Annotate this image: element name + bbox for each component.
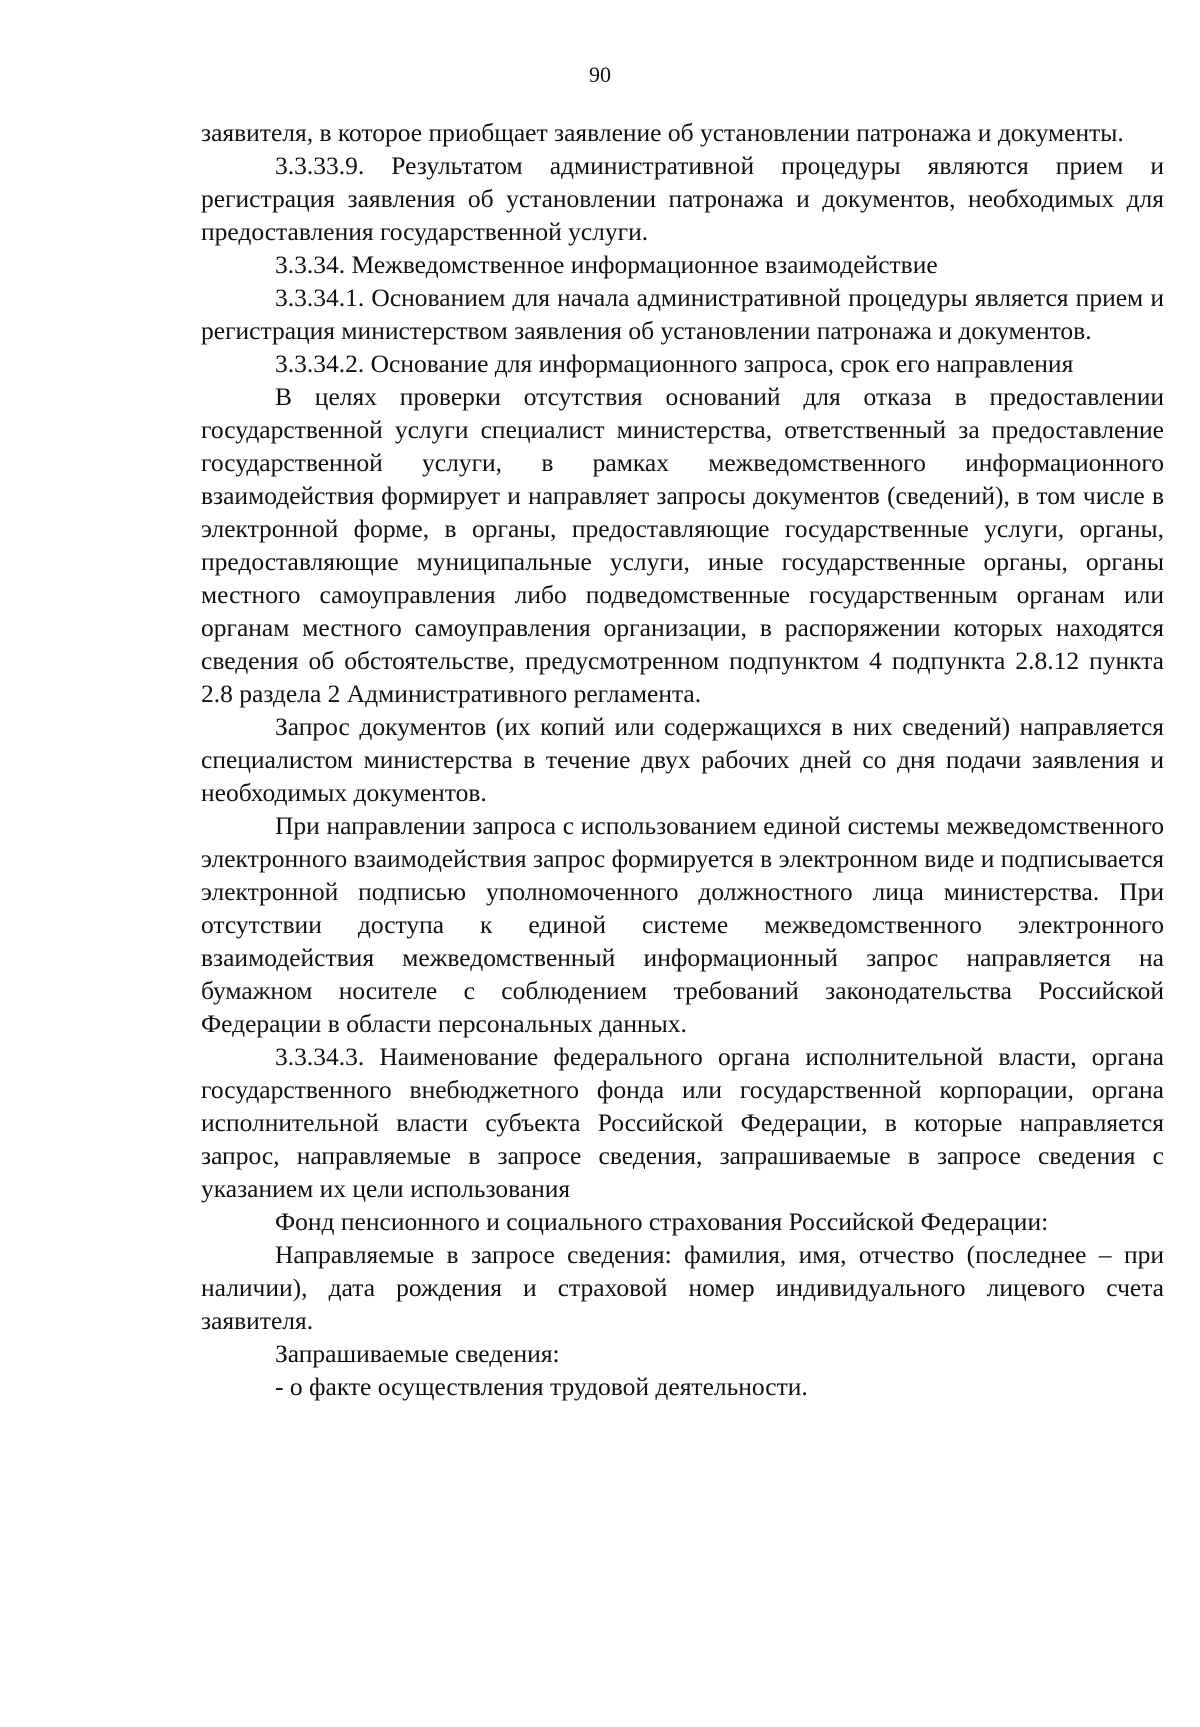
- paragraph-fund-name: Фонд пенсионного и социального страхования Российской Федерации:: [275, 1207, 1049, 1236]
- page-number: 90: [589, 62, 611, 87]
- paragraph-request-timing: Запрос документов (их копий или содержащихся в них сведений) направляется специалистом министерства в течение двух рабочих дней со дня подачи заявления и необходимых документов.: [201, 712, 1164, 807]
- paragraph-verification-purpose: В целях проверки отсутствия оснований для отказа в предоставлении государственной услуги специалист министерства, ответственный за предоставление государственной услуги, в рамках межведомственного информационного взаимодействия формирует и направляет запросы документов (сведений), в том числе в электронной форме, в органы, предоставляющие государственные услуги, органы, предоставляющие муниципальные услуги, иные государственные органы, органы местного самоуправления либо подведомственные государственным органам или органам местного самоуправления организации, в распоряжении которых находятся сведения об обстоятельстве, предусмотренном подпунктом 4 подпункта 2.8.12 пункта 2.8 раздела 2 Административного регламента.: [201, 382, 1164, 708]
- document-body: [201, 116, 1164, 1403]
- paragraph-3-3-33-9: 3.3.33.9. Результатом административной процедуры являются прием и регистрация заявления об установлении патронажа и документов, необходимых для предоставления государственной услуги.: [201, 151, 1164, 246]
- list-item-employment-fact: - о факте осуществления трудовой деятельности.: [275, 1372, 808, 1401]
- paragraph-sent-data: Направляемые в запросе сведения: фамилия, имя, отчество (последнее – при наличии), дата рождения и страховой номер индивидуального лицевого счета заявителя.: [201, 1240, 1164, 1335]
- paragraph-3-3-34-3: 3.3.34.3. Наименование федерального органа исполнительной власти, органа государственного внебюджетного фонда или государственной корпорации, органа исполнительной власти субъекта Российской Федерации, в которые направляется запрос, направляемые в запросе сведения, запрашиваемые в запросе сведения с указанием их цели использования: [201, 1042, 1164, 1203]
- paragraph-3-3-34-2: 3.3.34.2. Основание для информационного запроса, срок его направления: [275, 349, 1074, 378]
- paragraph-electronic-request: При направлении запроса с использованием единой системы межведомственного электронного взаимодействия запрос формируется в электронном виде и подписывается электронной подписью уполномоченного должностного лица министерства. При отсутствии доступа к единой системе межведомственного электронного взаимодействия межведомственный информационный запрос направляется на бумажном носителе с соблюдением требований законодательства Российской Федерации в области персональных данных.: [201, 811, 1164, 1038]
- paragraph-3-3-34-1: 3.3.34.1. Основанием для начала административной процедуры является прием и регистрация министерством заявления об установлении патронажа и документов.: [201, 283, 1164, 345]
- section-heading-3-3-34: 3.3.34. Межведомственное информационное взаимодействие: [275, 250, 938, 279]
- paragraph-requested-data-label: Запрашиваемые сведения:: [275, 1339, 560, 1368]
- paragraph-continuation: заявителя, в которое приобщает заявление об установлении патронажа и документы.: [201, 118, 1124, 147]
